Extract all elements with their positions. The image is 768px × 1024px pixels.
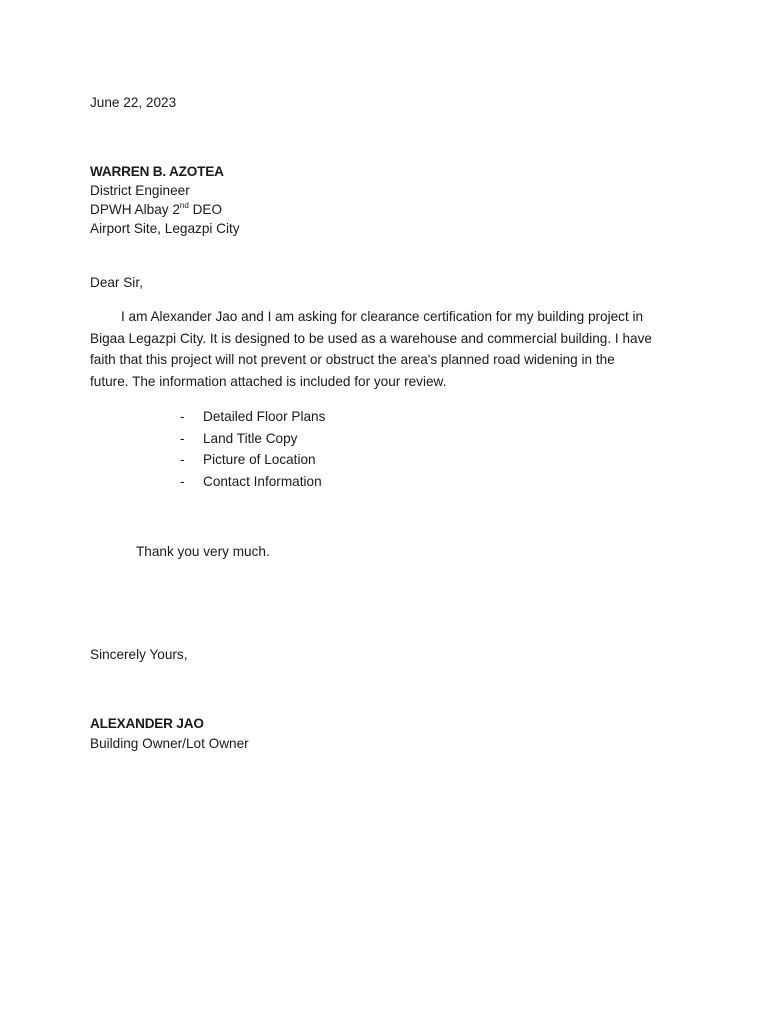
recipient-name: WARREN B. AZOTEA [90, 164, 224, 179]
recipient-office-suffix: DEO [188, 202, 223, 217]
recipient-address: Airport Site, Legazpi City [90, 221, 240, 236]
list-dash: - [180, 430, 185, 446]
salutation: Dear Sir, [90, 275, 143, 290]
thank-you-line: Thank you very much. [136, 544, 270, 559]
list-dash: - [180, 409, 185, 424]
attachment-label: Contact Information [203, 474, 322, 490]
sender-title: Building Owner/Lot Owner [90, 736, 249, 751]
attachment-label: Land Title Copy [203, 430, 298, 446]
recipient-office-superscript: nd [179, 201, 189, 210]
recipient-title: District Engineer [90, 183, 190, 198]
list-dash: - [180, 474, 185, 490]
letter-date: June 22, 2023 [90, 95, 177, 110]
recipient-office-prefix: DPWH Albay 2 [90, 202, 180, 217]
letter-body: I am Alexander Jao and I am asking for clearance certification for my building project in Bigaa Legazpi City. It is designed to be used as a warehouse and commercial building. I have faith that this project will not prevent or obstruct the area's planned road widening in the future. The information attached is included for your review. [90, 309, 652, 390]
list-dash: - [180, 452, 185, 468]
closing: Sincerely Yours, [90, 647, 188, 662]
attachment-label: Picture of Location [203, 452, 316, 468]
recipient-office [90, 200, 222, 219]
sender-name: ALEXANDER JAO [90, 716, 204, 731]
attachment-label: Detailed Floor Plans [203, 409, 326, 424]
